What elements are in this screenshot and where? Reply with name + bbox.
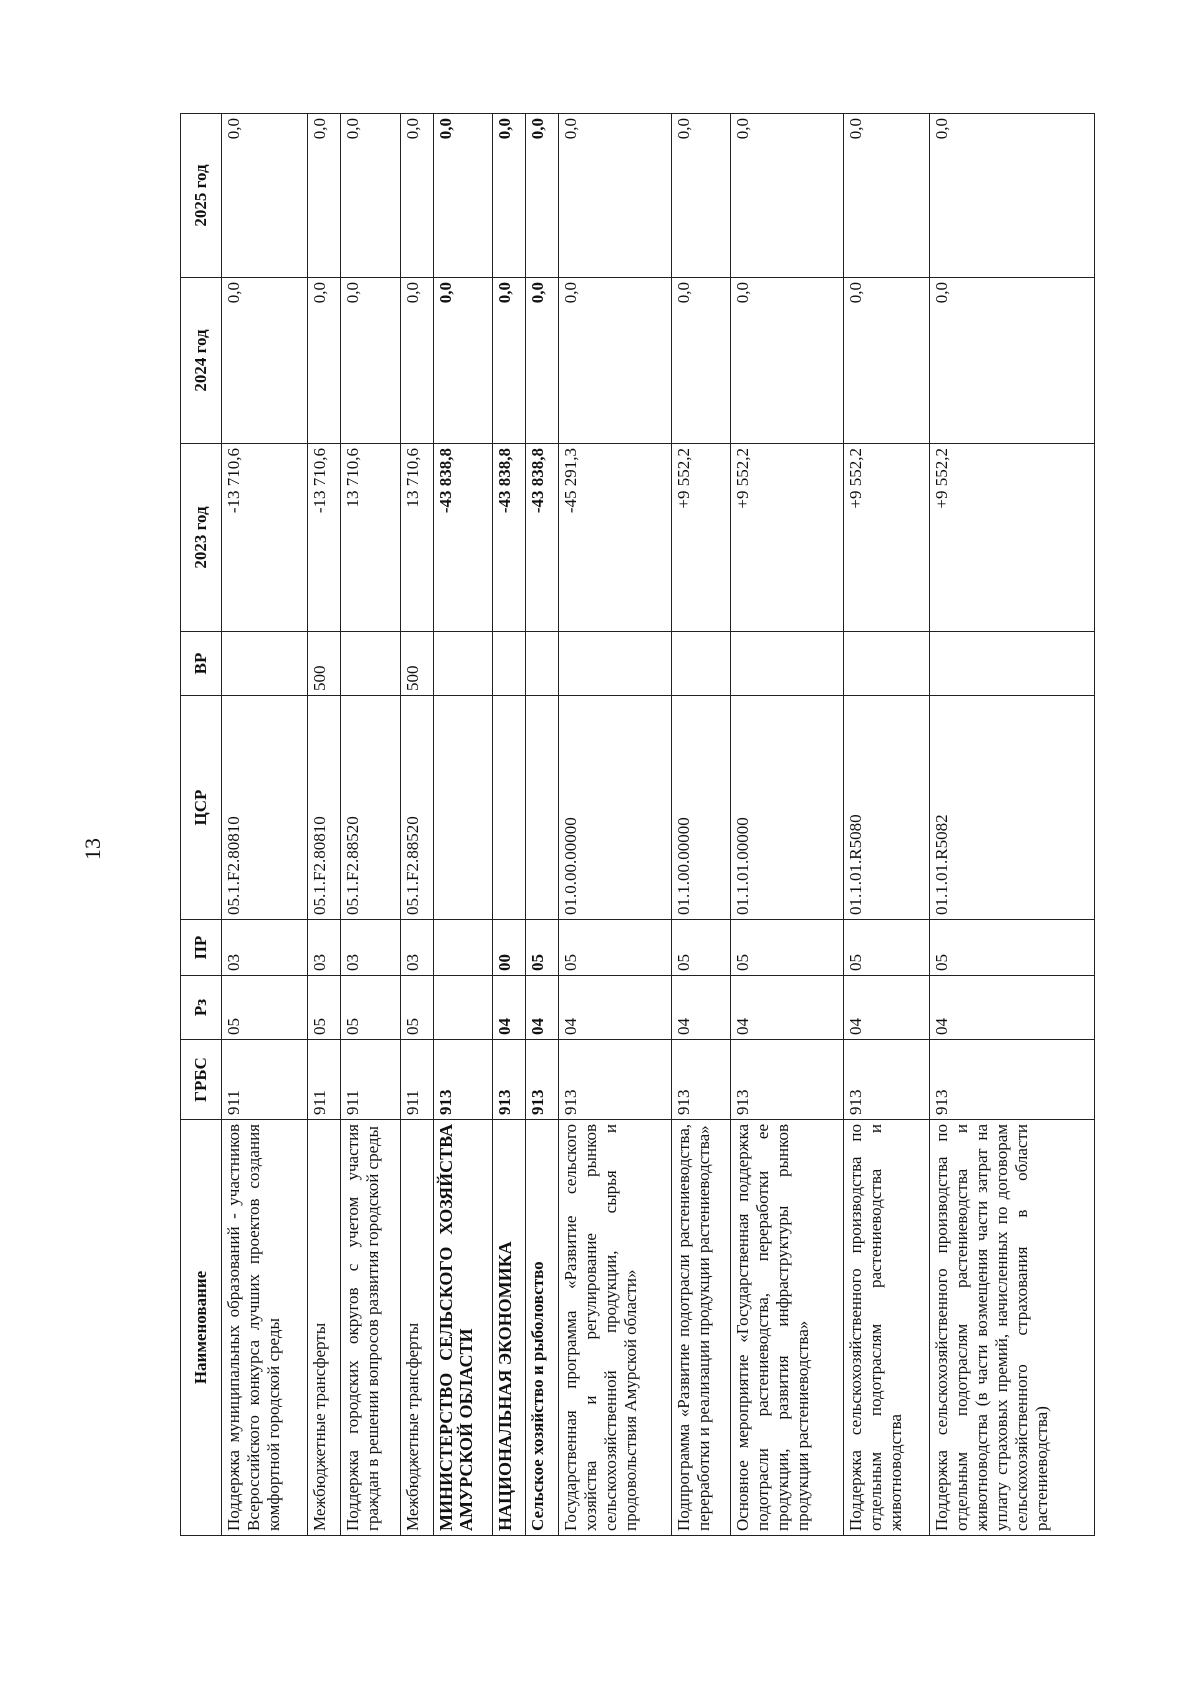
cell-2025: 0,0 [731,114,843,278]
cell-csr: 05.1.F2.80810 [222,696,308,920]
cell-rz: 05 [222,976,308,1040]
cell-2024: 0,0 [843,278,929,444]
page-number: 13 [80,838,105,860]
cell-2023: -43 838,8 [526,444,559,632]
cell-name: Поддержка муниципальных образований - участников Всероссийского конкурса лучших проектов создания комфортной городской среды [222,1120,308,1536]
cell-2024: 0,0 [731,278,843,444]
table-row [433,114,493,1536]
cell-vr: 500 [307,632,340,696]
cell-2023: -43 838,8 [493,444,526,632]
cell-vr [559,632,671,696]
cell-pr: 05 [731,920,843,976]
table-row [559,114,671,1536]
cell-pr: 00 [493,920,526,976]
cell-2024: 0,0 [526,278,559,444]
header-name: Наименование [181,1120,222,1536]
cell-2025: 0,0 [526,114,559,278]
cell-name: МИНИСТЕРСТВО СЕЛЬСКОГО ХОЗЯЙСТВА АМУРСКОЙ ОБЛАСТИ [433,1120,493,1536]
cell-pr: 05 [526,920,559,976]
table-row [843,114,929,1536]
cell-name: Поддержка городских округов с учетом участия граждан в решении вопросов развития городской среды [341,1120,401,1536]
table-row [731,114,843,1536]
table-row [341,114,401,1536]
cell-pr: 05 [559,920,671,976]
cell-name: НАЦИОНАЛЬНАЯ ЭКОНОМИКА [493,1120,526,1536]
cell-2024: 0,0 [559,278,671,444]
cell-pr: 03 [400,920,433,976]
cell-grbs: 913 [559,1040,671,1120]
cell-name: Подпрограмма «Развитие подотрасли растениеводства, переработки и реализации продукции растениеводства» [671,1120,731,1536]
cell-rz: 04 [671,976,731,1040]
cell-2025: 0,0 [222,114,308,278]
header-2025: 2025 год [181,114,222,278]
cell-pr: 03 [341,920,401,976]
cell-vr [341,632,401,696]
cell-csr: 05.1.F2.80810 [307,696,340,920]
cell-grbs: 913 [843,1040,929,1120]
cell-csr: 05.1.F2.88520 [341,696,401,920]
cell-csr: 01.1.00.00000 [671,696,731,920]
cell-2024: 0,0 [307,278,340,444]
cell-2024: 0,0 [929,278,1094,444]
cell-2025: 0,0 [843,114,929,278]
cell-2023: +9 552,2 [843,444,929,632]
cell-pr [433,920,493,976]
header-rz: Рз [181,976,222,1040]
cell-2023: -43 838,8 [433,444,493,632]
cell-csr [526,696,559,920]
cell-2025: 0,0 [307,114,340,278]
cell-2023: +9 552,2 [671,444,731,632]
cell-2025: 0,0 [559,114,671,278]
header-2023: 2023 год [181,444,222,632]
cell-2023: -13 710,6 [307,444,340,632]
cell-rz: 05 [341,976,401,1040]
table-header-row [181,114,222,1536]
table-row [526,114,559,1536]
cell-vr [433,632,493,696]
cell-2025: 0,0 [671,114,731,278]
cell-name: Основное мероприятие «Государственная поддержка подотрасли растениеводства, переработки ее продукции, развития инфраструктуры рынков продукции растениеводства» [731,1120,843,1536]
cell-rz: 05 [400,976,433,1040]
cell-2023: 13 710,6 [341,444,401,632]
cell-name: Межбюджетные трансферты [307,1120,340,1536]
cell-rz: 04 [493,976,526,1040]
table-row [671,114,731,1536]
rotated-table-container [180,114,1095,1536]
cell-rz [433,976,493,1040]
cell-vr [493,632,526,696]
table-row [493,114,526,1536]
cell-name: Поддержка сельскохозяйственного производства по отдельным подотраслям растениеводства и животноводства (в части возмещения части затрат на уплату страховых премий, начисленных по договорам сельскохозяйственного страхования в области растениеводства) [929,1120,1094,1536]
cell-vr [929,632,1094,696]
table-row [307,114,340,1536]
cell-2024: 0,0 [400,278,433,444]
cell-2024: 0,0 [433,278,493,444]
cell-2023: -45 291,3 [559,444,671,632]
cell-rz: 05 [307,976,340,1040]
cell-csr: 01.1.01.00000 [731,696,843,920]
cell-grbs: 911 [222,1040,308,1120]
header-csr: ЦСР [181,696,222,920]
cell-grbs: 913 [493,1040,526,1120]
cell-rz: 04 [843,976,929,1040]
cell-2024: 0,0 [341,278,401,444]
cell-rz: 04 [559,976,671,1040]
cell-grbs: 913 [929,1040,1094,1120]
cell-rz: 04 [526,976,559,1040]
cell-pr: 03 [307,920,340,976]
cell-2023: +9 552,2 [731,444,843,632]
cell-grbs: 911 [400,1040,433,1120]
cell-2025: 0,0 [433,114,493,278]
table-row [929,114,1094,1536]
cell-grbs: 913 [433,1040,493,1120]
cell-csr [433,696,493,920]
cell-name: Государственная программа «Развитие сельского хозяйства и регулирование рынков сельскохозяйственной продукции, сырья и продовольствия Амурской области» [559,1120,671,1536]
cell-vr [843,632,929,696]
cell-csr: 01.1.01.R5080 [843,696,929,920]
cell-pr: 05 [843,920,929,976]
cell-2025: 0,0 [341,114,401,278]
cell-pr: 05 [929,920,1094,976]
cell-rz: 04 [731,976,843,1040]
cell-grbs: 911 [307,1040,340,1120]
cell-csr: 05.1.F2.88520 [400,696,433,920]
cell-2023: -13 710,6 [222,444,308,632]
cell-csr: 01.1.01.R5082 [929,696,1094,920]
cell-vr [222,632,308,696]
cell-2023: +9 552,2 [929,444,1094,632]
header-vr: ВР [181,632,222,696]
cell-vr: 500 [400,632,433,696]
header-2024: 2024 год [181,278,222,444]
cell-2025: 0,0 [929,114,1094,278]
cell-vr [671,632,731,696]
header-pr: ПР [181,920,222,976]
cell-vr [731,632,843,696]
budget-table [180,113,1095,1536]
cell-name: Сельское хозяйство и рыболовство [526,1120,559,1536]
cell-2024: 0,0 [671,278,731,444]
cell-2023: 13 710,6 [400,444,433,632]
table-row [222,114,308,1536]
cell-pr: 03 [222,920,308,976]
table-row [400,114,433,1536]
cell-2024: 0,0 [222,278,308,444]
cell-name: Межбюджетные трансферты [400,1120,433,1536]
cell-grbs: 913 [731,1040,843,1120]
cell-rz: 04 [929,976,1094,1040]
cell-grbs: 913 [526,1040,559,1120]
cell-name: Поддержка сельскохозяйственного производства по отдельным подотраслям растениеводства и животноводства [843,1120,929,1536]
header-grbs: ГРБС [181,1040,222,1120]
cell-csr [493,696,526,920]
cell-2025: 0,0 [400,114,433,278]
cell-pr: 05 [671,920,731,976]
cell-2025: 0,0 [493,114,526,278]
cell-grbs: 911 [341,1040,401,1120]
cell-vr [526,632,559,696]
cell-csr: 01.0.00.00000 [559,696,671,920]
cell-2024: 0,0 [493,278,526,444]
cell-grbs: 913 [671,1040,731,1120]
